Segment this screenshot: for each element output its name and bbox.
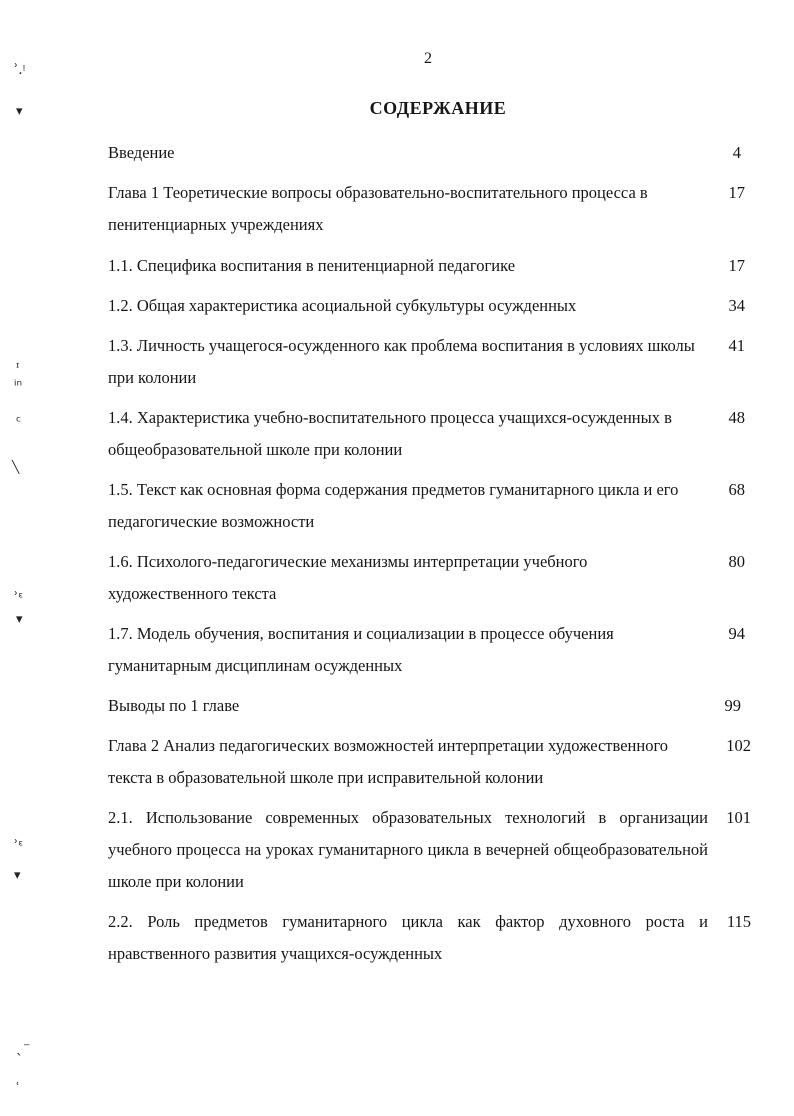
scan-artifact-mark: ╲ [12, 460, 20, 474]
toc-entry-text: 1.2. Общая характеристика асоциальной субкультуры осужденных [108, 296, 577, 315]
page-number: 2 [424, 50, 432, 67]
toc-entry-1-5[interactable] [108, 474, 753, 538]
toc-entry-conclusions-chapter-1[interactable] [108, 690, 753, 722]
toc-entry-page: 17 [728, 256, 745, 275]
toc-entry-1-3[interactable] [108, 330, 753, 394]
scan-artifact-mark: ˎ⁻ [16, 1040, 31, 1056]
scan-artifact-mark: ▾ [16, 612, 23, 627]
table-of-contents [108, 137, 753, 978]
scan-artifact-mark: ▾ [16, 104, 23, 119]
scan-artifact-mark: ᶜ [16, 414, 22, 430]
toc-entry-text: 1.1. Специфика воспитания в пенитенциарной педагогике [108, 256, 516, 275]
toc-entry-text: Глава 1 Теоретические вопросы образовательно-воспитательного процесса в пенитенциарных учреждениях [108, 183, 648, 234]
toc-entry-text: Введение [108, 143, 175, 162]
scan-artifact-mark: ʾ.ᵎ [14, 62, 26, 78]
toc-entry-2-2[interactable] [108, 906, 753, 970]
toc-entry-page: 41 [728, 336, 745, 355]
toc-entry-introduction[interactable] [108, 137, 753, 169]
scan-artifact-mark: ʾᵋ [14, 590, 24, 606]
toc-entry-page: 68 [728, 480, 745, 499]
page-title: СОДЕРЖАНИЕ [369, 98, 507, 118]
toc-entry-chapter-1[interactable] [108, 177, 753, 241]
toc-entry-1-7[interactable] [108, 618, 753, 682]
scan-artifact-mark: ⁱⁿ [14, 378, 23, 394]
toc-entry-text: 2.2. Роль предметов гуманитарного цикла как фактор духовного роста и нравственного развития учащихся-осужденных [108, 912, 708, 963]
toc-entry-page: 4 [732, 143, 741, 162]
toc-entry-text: 1.3. Личность учащегося-осужденного как проблема воспитания в условиях школы при колонии [108, 336, 695, 387]
toc-entry-page: 80 [728, 552, 745, 571]
toc-entry-text: 1.7. Модель обучения, воспитания и социализации в процессе обучения гуманитарным дисциплинам осужденных [108, 624, 614, 675]
toc-entry-text: Глава 2 Анализ педагогических возможностей интерпретации художественного текста в образовательной школе при исправительной колонии [108, 736, 669, 787]
toc-entry-text: Выводы по 1 главе [108, 696, 240, 715]
toc-entry-1-1[interactable] [108, 250, 753, 282]
toc-entry-page: 48 [728, 408, 745, 427]
toc-entry-text: 2.1. Использование современных образовательных технологий в организации учебного процесса на уроках гуманитарного цикла в вечерней общеобразовательной школе при колонии [108, 808, 708, 891]
toc-entry-page: 17 [728, 183, 745, 202]
toc-entry-chapter-2[interactable] [108, 730, 753, 794]
toc-entry-page: 102 [726, 736, 751, 755]
toc-entry-1-6[interactable] [108, 546, 753, 610]
toc-entry-page: 99 [724, 696, 741, 715]
scan-artifact-mark: ʿ [16, 1080, 20, 1094]
scan-artifact-mark: ▾ [14, 868, 21, 883]
toc-entry-page: 94 [728, 624, 745, 643]
toc-entry-1-4[interactable] [108, 402, 753, 466]
toc-entry-2-1[interactable] [108, 802, 753, 898]
toc-entry-1-2[interactable] [108, 290, 753, 322]
scan-artifact-mark: ᶦ [16, 360, 20, 376]
toc-entry-text: 1.4. Характеристика учебно-воспитательного процесса учащихся-осужденных в общеобразовательной школе при колонии [108, 408, 672, 459]
toc-entry-text: 1.5. Текст как основная форма содержания предметов гуманитарного цикла и его педагогические возможности [108, 480, 679, 531]
toc-entry-page: 115 [726, 912, 751, 931]
toc-entry-page: 101 [726, 808, 751, 827]
toc-entry-text: 1.6. Психолого-педагогические механизмы интерпретации учебного художественного текста [108, 552, 588, 603]
scan-artifact-mark: ʾᵋ [14, 838, 24, 854]
toc-entry-page: 34 [728, 296, 745, 315]
